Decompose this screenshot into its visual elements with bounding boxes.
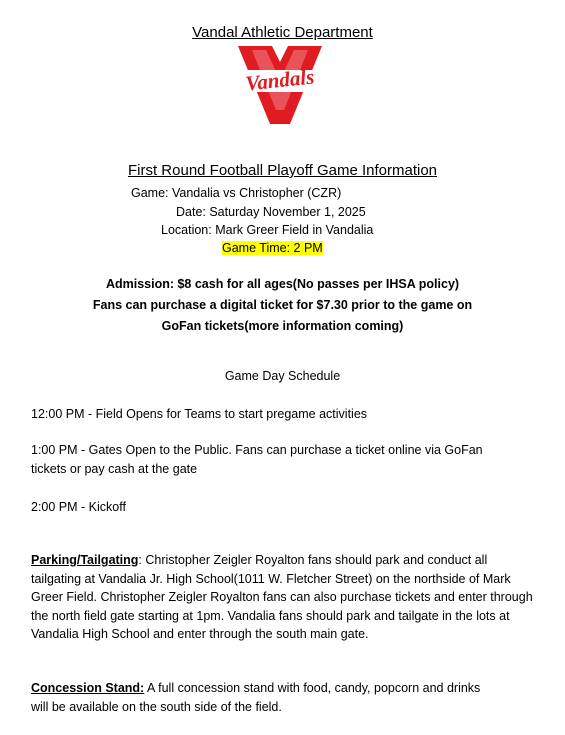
digital-ticket-line: Fans can purchase a digital ticket for $7.30 prior to the game on: [92, 298, 473, 312]
date-line: Date: Saturday November 1, 2025: [176, 205, 366, 219]
schedule-item: 1:00 PM - Gates Open to the Public. Fans can purchase a ticket online via GoFan tickets or pay cash at the gate: [31, 443, 483, 476]
schedule-item: 12:00 PM - Field Opens for Teams to start pregame activities: [31, 407, 368, 421]
department-title: Vandal Athletic Department: [192, 24, 373, 41]
game-info-title: First Round Football Playoff Game Information: [127, 162, 438, 179]
parking-text: : Christopher Zeigler Royalton fans should park and conduct all tailgating at Vandalia Jr. High School(1011 W. Fletcher Street) on the northside of Mark Greer Field. Christopher Zeigler Royalton fans can also purchase tickets and enter through the north field gate starting at 1pm. Vandalia fans should park and tailgate in the lots at Vandalia High School and enter through the south main gate.: [31, 553, 533, 642]
vandals-logo-icon: [232, 46, 328, 124]
concession-label: Concession Stand:: [31, 681, 145, 695]
schedule-title: Game Day Schedule: [224, 369, 341, 383]
parking-paragraph: [31, 551, 536, 644]
concession-text: A full concession stand with food, candy, popcorn and drinks will be available on the south side of the field.: [31, 681, 481, 714]
game-time-line: Game Time: 2 PM: [222, 241, 323, 255]
game-line: Game: Vandalia vs Christopher (CZR): [131, 186, 342, 200]
concession-paragraph: [31, 679, 501, 716]
admission-line: Admission: $8 cash for all ages(No passes per IHSA policy): [105, 277, 460, 291]
parking-label: Parking/Tailgating: [31, 553, 139, 567]
logo-script-text: Vandals: [244, 64, 316, 96]
gofan-line: GoFan tickets(more information coming): [161, 319, 404, 333]
schedule-item: 2:00 PM - Kickoff: [31, 500, 126, 514]
location-line: Location: Mark Greer Field in Vandalia: [161, 223, 374, 237]
